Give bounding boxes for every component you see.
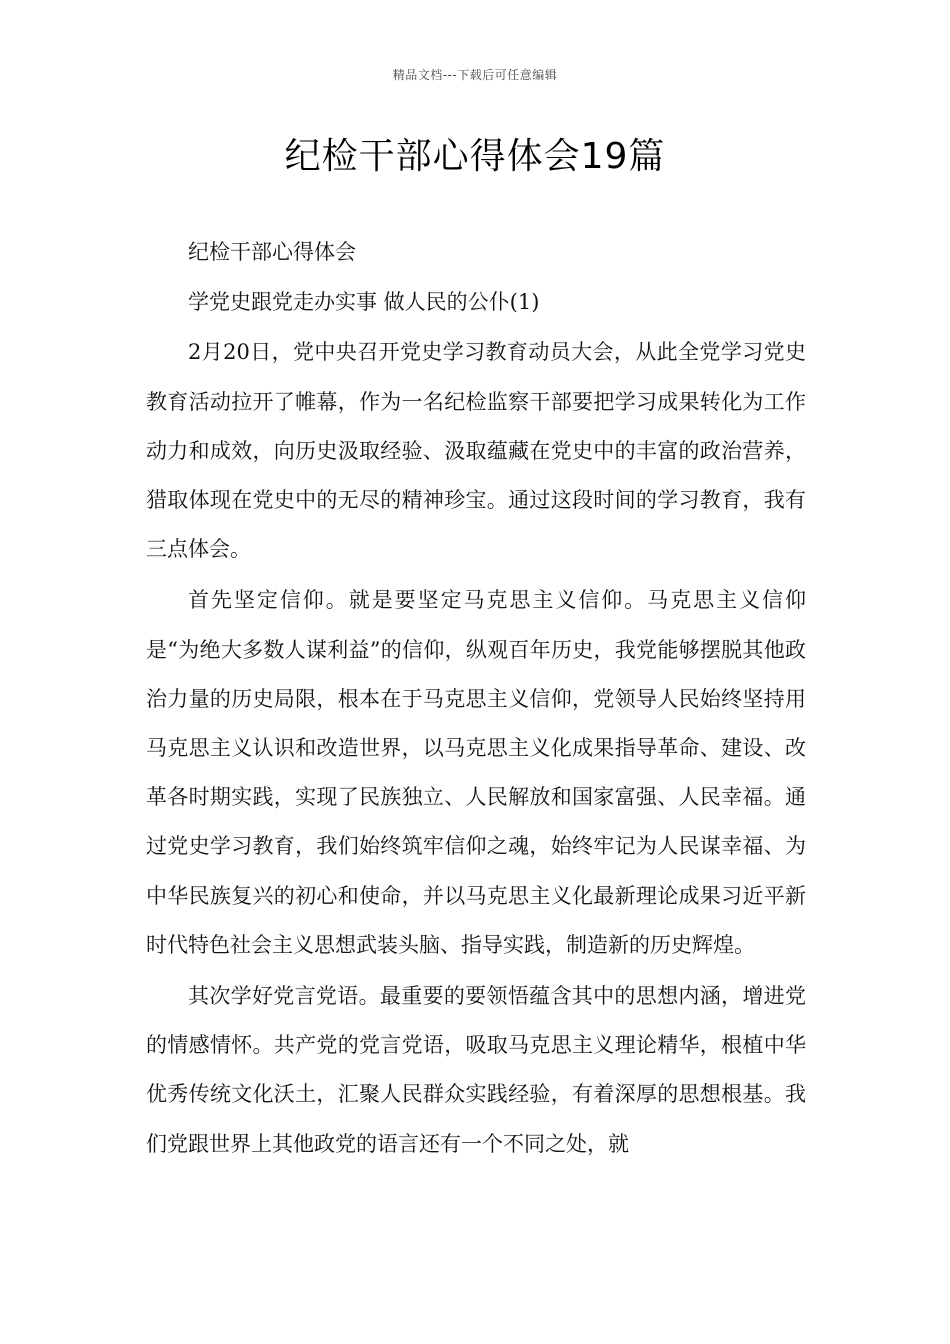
article-subtitle: 学党史跟党走办实事 做人民的公仆(1) xyxy=(188,290,540,315)
document-body xyxy=(146,228,806,1171)
body-paragraph: 其次学好党言党语。最重要的要领悟蕴含其中的思想内涵，增进党的情感情怀。共产党的党言党语，吸取马克思主义理论精华，根植中华优秀传统文化沃土，汇聚人民群众实践经验，有着深厚的思想根基。我们党跟世界上其他政党的语言还有一个不同之处，就 xyxy=(146,984,806,1156)
header-note: 精品文档---下载后可任意编辑 xyxy=(392,68,558,82)
body-paragraph: 2月20日，党中央召开党史学习教育动员大会，从此全党学习党史教育活动拉开了帷幕，作为一名纪检监察干部要把学习成果转化为工作动力和成效，向历史汲取经验、汲取蕴藏在党史中的丰富的政治营养，猎取体现在党史中的无尽的精神珍宝。通过这段时间的学习教育，我有三点体会。 xyxy=(146,340,806,562)
section-heading: 纪检干部心得体会 xyxy=(188,240,356,264)
body-paragraph: 首先坚定信仰。就是要坚定马克思主义信仰。马克思主义信仰是“为绝大多数人谋利益”的信仰，纵观百年历史，我党能够摆脱其他政治力量的历史局限，根本在于马克思主义信仰，党领导人民始终坚持用马克思主义认识和改造世界，以马克思主义化成果指导革命、建设、改革各时期实践，实现了民族独立、人民解放和国家富强、人民幸福。通过党史学习教育，我们始终筑牢信仰之魂，始终牢记为人民谋幸福、为中华民族复兴的初心和使命，并以马克思主义化最新理论成果习近平新时代特色社会主义思想武装头脑、指导实践，制造新的历史辉煌。 xyxy=(146,588,806,957)
document-title: 纪检干部心得体会19篇 xyxy=(284,136,666,177)
